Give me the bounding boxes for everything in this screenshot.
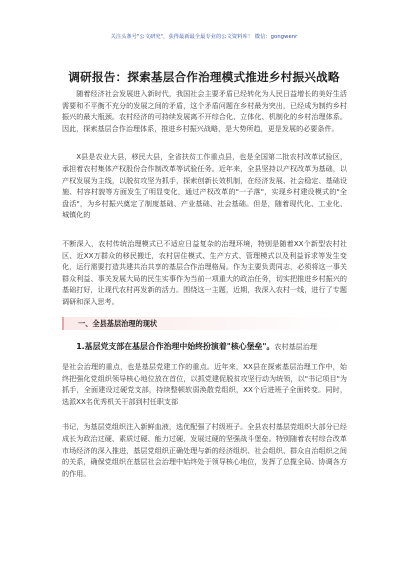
- promo-banner: 关注头条号"公文研究"，获得最新最全最专业的公文资料库！ 微信：gongwenr: [110, 34, 298, 40]
- paragraph-intro: 随着经济社会发展进入新时代，我国社会主要矛盾已经转化为人民日益增长的美好生活需要和不平衡不充分的发展之间的矛盾，这个矛盾问题在乡村最为突出，已经成为制约乡村振兴的最大瓶颈。农村经济的可持续发展离不开综合化、立体化、机制化的乡村治理体系。因此，探索基层合作治理体系，推进乡村振兴战略，是大势所趋，更是发展的必要条件。: [62, 89, 347, 133]
- paragraph-party-building: 是社会治理的重点，也是基层党建工作的重点。近年来，XX县在探索基层治理工作中，始终把强化党组织领导核心地位放在首位，以抓党建促脱贫攻坚行动为统领，以"书记项目"为抓手，全面建设过硬党支部，持续整顿软弱涣散党组织，XX个后进班子全面转变。同时，选派XX名优秀机关干部到村任职支部: [62, 362, 347, 406]
- subheading-rest: 农村基层治理: [274, 341, 317, 351]
- paragraph-party-secretary: 书记，为基层党组织注入新鲜血液，选优配强了村级班子。全县农村基层党组织大部分已经成长为政治过硬、素质过硬、能力过硬、发展过硬的坚强战斗堡垒。特别随着农村综合改革市场经济的深入推进，基层党组织正确处理与新的经济组织、社会组织、群众自治组织之间的关系，确保党组织在基层社会治理中始终处于领导核心地位，发挥了总揽全局、协调各方的作用。: [62, 422, 347, 478]
- paragraph-county-overview: X县是农业大县，移民大县，全省扶贫工作重点县，也是全国第二批农村改革试验区，承担着农村集体产权股份合作制改革等试验任务。近年来，全县坚持以产权改革为基础，以产权发展为主线，以脱贫攻坚为抓手，探索创新长效机制，在经济发展、社会稳定、基础设施、村容村貌等方面发生了明显变化，通过产权改革的"一子落"，实现乡村建设模式的"全盘活"，为乡村振兴奠定了制度基础、产业基础、社会基础。但是，随着现代化、工业化、城镇化的: [62, 152, 347, 220]
- section-heading: 一、全县基层治理的现状: [62, 317, 347, 330]
- document-title: 调研报告：探索基层合作治理模式推进乡村振兴战略: [68, 70, 340, 84]
- subheading-bold: 1.基层党支部在基层合作治理中始终扮演着"核心堡垒"。: [76, 341, 275, 351]
- document-body: [62, 88, 347, 479]
- subheading-paragraph: [62, 341, 347, 353]
- paragraph-governance-challenges: 不断深入，农村传统治理模式已不适应日益复杂的治理环境，特别是随着XX个新型农村社区、近XX万群众的移民搬迁，农村居住模式、生产方式、管理模式以及利益诉求等发生变化，运行需要打造共建共治共享的基层合作治理格局。作为主要负责同志，必须将这一事关群众利益、事关发展大局的民生实事作为当前一项重大的政治任务，切实把推进乡村振兴的基础打好，让现代农村再发新的活力。围绕这一主题，近期，我深入农村一线，进行了专题调研和深入思考。: [62, 238, 347, 306]
